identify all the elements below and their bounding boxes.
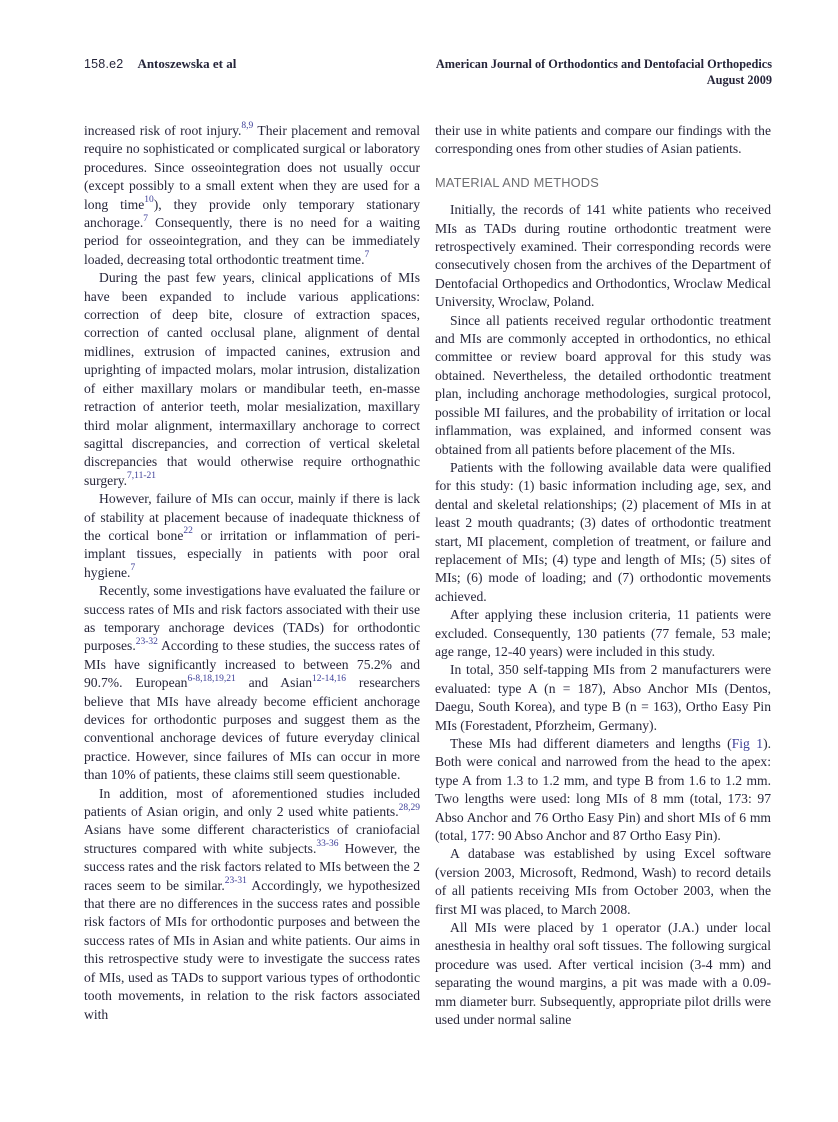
body-text: According to these studies, the success rates of MIs have significantly increased to between 75.2% and 90.7%. European xyxy=(84,638,420,691)
paragraph xyxy=(435,312,771,459)
journal-title: American Journal of Orthodontics and Dentofacial Orthopedics xyxy=(435,57,772,71)
citation-superscript: 8,9 xyxy=(241,121,254,132)
body-text: their use in white patients and compare our findings with the corresponding ones from other studies of Asian patients. xyxy=(435,123,771,157)
body-text: researchers believe that MIs have already become efficient anchorage devices for orthodontic purposes and suggest them as the conventional anchorage devices of future everyday clinical practice. However, since failures of MIs can occur in more than 10% of patients, these claims still seem questionable. xyxy=(84,675,421,783)
body-text: increased risk of root injury. xyxy=(84,123,242,138)
article-body xyxy=(84,122,772,1030)
paragraph xyxy=(435,606,771,661)
running-head-right xyxy=(436,56,772,88)
body-text: or irritation or inflammation of peri-implant tissues, especially in patients with poor oral hygiene. xyxy=(84,527,420,580)
body-text: Accordingly, we hypothesized that there are no differences in the success rates and possible risk factors of MIs for orthodontic purposes and between the success rates of MIs in Asian and white patients. Our aims in this retrospective study were to investigate the success rates of MIs, used as TADs to support various types of orthodontic tooth movements, in relation to the risk factors associated with xyxy=(84,877,420,1022)
page-number: 158.e2 xyxy=(84,57,124,71)
paragraph xyxy=(435,459,771,606)
citation-superscript: 7 xyxy=(130,563,136,574)
paragraph xyxy=(435,845,771,919)
paragraph xyxy=(435,201,771,311)
citation-superscript: 23-32 xyxy=(135,636,158,647)
body-text: All MIs were placed by 1 operator (J.A.) under local anesthesia in healthy oral soft tissues. The following surgical procedure was used. After vertical incision (3-4 mm) and separating the wound margins, a pit was made with a 0.09-mm diameter burr. Subsequently, appropriate pilot drills were used under normal saline xyxy=(435,920,771,1028)
body-text: Asians have some different characteristics of craniofacial structures compared with white subjects. xyxy=(84,822,420,856)
paragraph xyxy=(435,661,771,735)
paragraph xyxy=(84,490,420,582)
body-text: After applying these inclusion criteria, 11 patients were excluded. Consequently, 130 patients (77 female, 53 male; age range, 12-40 years) were included in this study. xyxy=(435,607,771,659)
body-text: ), they provide only temporary stationary anchorage. xyxy=(84,196,420,231)
citation-superscript: 33-36 xyxy=(316,839,339,850)
running-authors: Antoszewska et al xyxy=(137,56,237,71)
paragraph xyxy=(84,122,420,269)
citation-superscript: 28,29 xyxy=(398,802,420,813)
citation-superscript: 12-14,16 xyxy=(312,673,347,684)
running-head xyxy=(84,56,772,88)
body-text: However, failure of MIs can occur, mainly if there is lack of stability at placement because of inadequate thickness of the cortical bone xyxy=(84,491,420,543)
paragraph xyxy=(435,122,771,159)
left-column xyxy=(84,122,420,1030)
paragraph xyxy=(435,919,771,1029)
body-text: In total, 350 self-tapping MIs from 2 manufacturers were evaluated: type A (n = 187), Abso Anchor MIs (Dentos, Daegu, South Korea), and type B (n = 163), Ortho Easy Pin MIs (Forestadent, Pforzheim, Germany). xyxy=(435,662,771,733)
citation-superscript: 7 xyxy=(364,250,370,261)
citation-superscript: 7,11-21 xyxy=(127,471,156,482)
section-heading: MATERIAL AND METHODS xyxy=(435,174,599,190)
running-head-left xyxy=(84,56,236,72)
citation-superscript: 6-8,18,19,21 xyxy=(187,673,236,684)
right-column xyxy=(435,122,771,1030)
citation-superscript: 7 xyxy=(143,213,148,224)
body-text: and Asian xyxy=(235,675,312,691)
paragraph xyxy=(435,735,771,845)
body-text: However, the success rates and the risk factors related to MIs between the 2 races seem to be similar. xyxy=(84,840,420,893)
paragraph xyxy=(84,582,420,784)
body-text: Consequently, there is no need for a waiting period for osseointegration, and they can be immediately loaded, decreasing total orthodontic treatment time. xyxy=(84,215,420,267)
citation-superscript: 23-31 xyxy=(224,876,247,887)
body-text: ). Both were conical and narrowed from the head to the apex: type A from 1.3 to 1.2 mm, and type B from 1.6 to 1.2 mm. Two lengths were used: long MIs of 8 mm (total, 173: 97 Abso Anchor and 76 Ortho Easy Pin) and short MIs of 6 mm (total, 177: 90 Abso Anchor and 87 Ortho Easy Pin). xyxy=(435,736,771,844)
figure-reference: Fig 1 xyxy=(731,736,764,751)
citation-superscript: 22 xyxy=(183,526,193,537)
body-text: Initially, the records of 141 white patients who received MIs as TADs during routine orthodontic treatment were retrospectively examined. Their corresponding records were consecutively chosen from the archives of the Department of Dentofacial Orthopedics and Orthodontics, Wroclaw Medical University, Wroclaw, Poland. xyxy=(435,202,771,310)
body-text: In addition, most of aforementioned studies included patients of Asian origin, and only 2 used white patients. xyxy=(84,785,420,820)
paragraph xyxy=(84,269,420,490)
body-text: A database was established by using Excel software (version 2003, Microsoft, Redmond, Wash) to record details of all patients receiving MIs from October 2003, when the first MI was placed, to March 2008. xyxy=(435,846,771,917)
paragraph xyxy=(84,785,420,1024)
citation-superscript: 10 xyxy=(144,195,154,206)
body-text: Their placement and removal require no sophisticated or complicated surgical or laboratory procedures. Since osseointegration does not usually occur (except possibly to a small extent when they are used for a long time xyxy=(84,123,421,212)
body-text: Since all patients received regular orthodontic treatment and MIs are commonly accepted in orthodontics, no ethical committee or review board approval for this study was obtained. Nevertheless, the detailed orthodontic treatment plan, including anchorage methodologies, surgical protocol, possible MI failures, and the probability of irritation or local inflammation, was explained, and informed consent was obtained from all patients before placement of the MIs. xyxy=(435,312,771,457)
body-text: Patients with the following available data were qualified for this study: (1) basic information including age, sex, and dental and skeletal relationships; (2) placement of MIs in at least 2 mouth quadrants; (3) dates of orthodontic treatment start, MI placement, completion of treatment, or failure and replacement of MIs; (4) type and length of MIs; (5) sites of MIs; (6) mode of loading; and (7) orthodontic movements achieved. xyxy=(435,459,771,604)
issue-date: August 2009 xyxy=(706,73,772,87)
body-text: Recently, some investigations have evaluated the failure or success rates of MIs and risk factors associated with their use as temporary anchorage devices (TADs) for orthodontic purposes. xyxy=(84,583,420,654)
body-text: These MIs had different diameters and lengths ( xyxy=(450,736,732,751)
body-text: During the past few years, clinical applications of MIs have been expanded to include various applications: correction of deep bite, closure of extraction spaces, correction of canted occlusal plane, alignment of dental midlines, extrusion of impacted canines, extrusion and uprighting of impacted molars, molar intrusion, distalization of either maxillary molars or mandibular teeth, en-masse retraction of anterior teeth, molar mesialization, maxillary third molar alignment, intermaxillary anchorage to correct sagittal discrepancies, and correction of vertical skeletal discrepancies that would otherwise require orthognathic surgery. xyxy=(84,270,420,488)
